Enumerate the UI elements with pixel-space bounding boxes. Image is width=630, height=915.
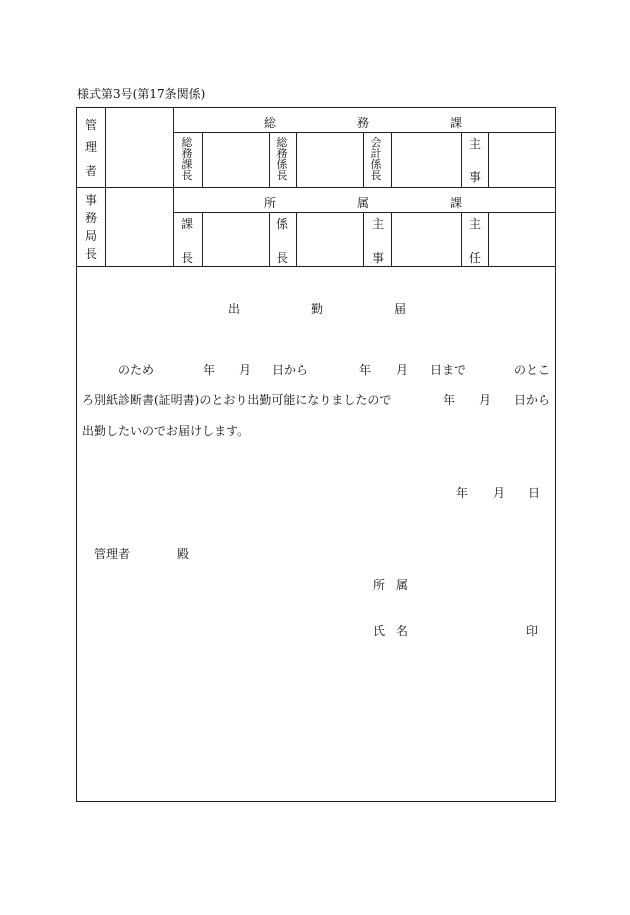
title-supervisor-char: 任	[469, 251, 482, 265]
name-label-char: 名	[396, 624, 409, 638]
title-supervisor-char: 主	[469, 217, 482, 231]
title-general-affairs-chief: 総務課長	[181, 136, 193, 182]
body-text: 年	[359, 363, 372, 377]
body-text: 月	[479, 393, 492, 407]
body-text: 日まで	[430, 363, 467, 377]
title-general-affairs-subchief: 総務係長	[276, 136, 288, 182]
title-subchief-char: 係	[276, 217, 289, 231]
section-affiliation: 所 属 課	[264, 196, 462, 210]
body-text: 出勤したいのでお届けします。	[82, 424, 250, 438]
title-accounting-subchief: 会計係長	[370, 136, 382, 182]
addressee-honorific: 殿	[177, 547, 190, 561]
body-text: 年	[203, 363, 216, 377]
title-staff-char: 主	[372, 217, 385, 231]
approver-header-char: 者	[85, 164, 98, 178]
addressee-label: 管理者	[94, 547, 131, 561]
date-year-label: 年	[456, 486, 469, 500]
form-number-label: 様式第3号(第17条関係)	[77, 87, 206, 101]
title-staff-char: 事	[372, 251, 385, 265]
body-text: 月	[396, 363, 409, 377]
affiliation-label-char: 属	[396, 578, 409, 592]
body-text: のとこ	[514, 363, 551, 377]
body-text: ろ別紙診断書(証明書)のとおり出勤可能になりましたので	[82, 393, 392, 407]
body-text: 年	[443, 393, 456, 407]
body-text: 月	[239, 363, 252, 377]
name-label-char: 氏	[373, 624, 386, 638]
date-month-label: 月	[493, 486, 506, 500]
section-general-affairs: 総 務 課	[264, 116, 462, 130]
title-staff-char: 主	[469, 137, 482, 151]
body-text: 日から	[514, 393, 551, 407]
body-text: 日から	[272, 363, 309, 377]
form-frame	[76, 107, 556, 802]
title-staff-char: 事	[469, 170, 482, 184]
title-section-chief-char: 長	[181, 251, 194, 265]
seal-mark: 印	[526, 624, 539, 638]
document-title: 出 勤 届	[228, 302, 406, 316]
title-subchief-char: 長	[276, 251, 289, 265]
body-text: のため	[118, 363, 155, 377]
secretariat-header-char: 事	[85, 193, 98, 207]
secretariat-header-char: 局	[85, 229, 98, 243]
secretariat-header-char: 務	[85, 211, 98, 225]
date-day-label: 日	[528, 486, 541, 500]
approver-header-char: 管	[85, 118, 98, 132]
title-section-chief-char: 課	[181, 217, 194, 231]
approver-header-char: 理	[85, 140, 98, 154]
affiliation-label-char: 所	[373, 578, 386, 592]
secretariat-header-char: 長	[85, 247, 98, 261]
